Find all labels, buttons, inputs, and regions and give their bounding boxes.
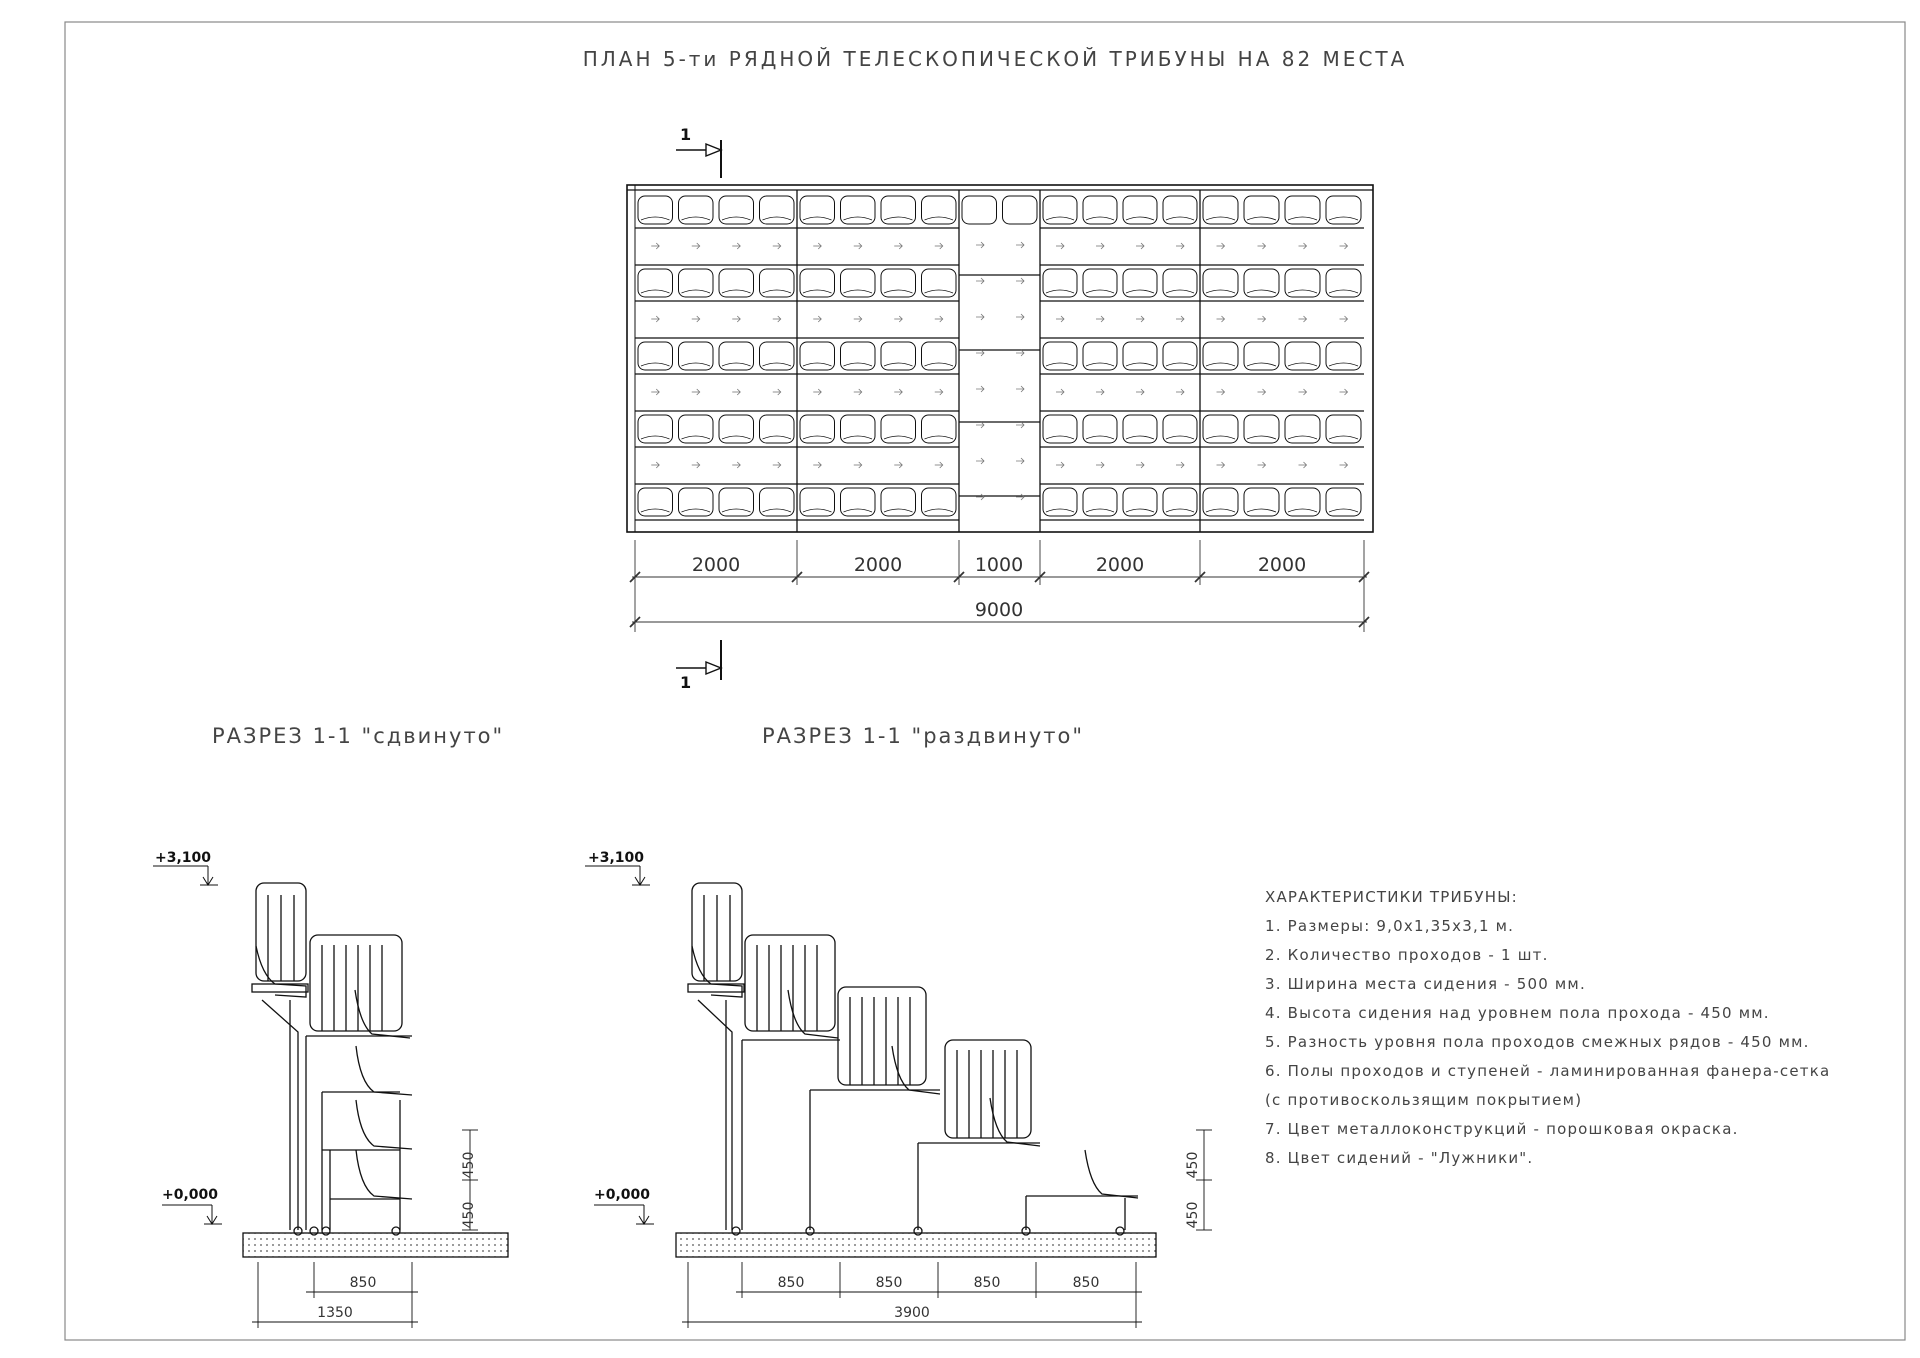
plan-seat-lip (1126, 290, 1154, 293)
plan-aisle-arrow (976, 458, 984, 464)
plan-seat-lip (1126, 509, 1154, 512)
expanded-dim-step-4: 850 (1072, 1275, 1100, 1291)
expanded-vert-dim-2: 450 (1185, 1201, 1201, 1229)
plan-seat-lip (1206, 290, 1235, 293)
plan-seat-lip (641, 509, 670, 512)
plan-seat (1244, 488, 1279, 516)
section-collapsed (243, 883, 508, 1328)
plan-seat (881, 415, 916, 443)
plan-seat (760, 342, 795, 370)
plan-seat-lip (1166, 509, 1194, 512)
plan-seat (800, 196, 835, 224)
plan-seat-lip (803, 363, 832, 366)
plan-aisle-arrow (976, 242, 984, 248)
plan-seat-lip (1166, 290, 1194, 293)
plan-seat (1326, 269, 1361, 297)
plan-seat (1043, 342, 1077, 370)
plan-seat (719, 342, 754, 370)
plan-seat-lip (925, 217, 954, 220)
plan-seat (1083, 415, 1117, 443)
plan-seat-lip (844, 217, 873, 220)
plan-seat (1203, 342, 1238, 370)
plan-seat (1285, 488, 1320, 516)
plan-aisle-arrow (1016, 422, 1024, 428)
plan-seat (800, 269, 835, 297)
plan-seat (760, 269, 795, 297)
plan-seat (881, 269, 916, 297)
plan-seat (1326, 415, 1361, 443)
plan-seat (638, 196, 673, 224)
collapsed-level-top: +3,100 (155, 850, 212, 866)
spec-item: (с противоскользящим покрытием) (1265, 1091, 1583, 1109)
plan-seat (841, 415, 876, 443)
plan-seat (841, 342, 876, 370)
plan-seat-lip (1247, 217, 1276, 220)
expanded-dim-step-3: 850 (973, 1275, 1001, 1291)
expanded-dim-step-2: 850 (875, 1275, 903, 1291)
plan-seat-lip (803, 509, 832, 512)
plan-seat (922, 488, 957, 516)
plan-seat (841, 488, 876, 516)
plan-seat-lip (1086, 436, 1114, 439)
plan-seat (719, 196, 754, 224)
plan-dim-total: 9000 (974, 599, 1024, 621)
section-expanded-title: РАЗРЕЗ 1-1 "раздвинуто" (762, 724, 1085, 748)
spec-item: 6. Полы проходов и ступеней - ламинированная фанера-сетка (1265, 1062, 1831, 1080)
collapsed-dim-total: 1350 (317, 1305, 353, 1321)
plan-seat-lip (1247, 363, 1276, 366)
plan-seat-lip (1206, 436, 1235, 439)
plan-seat (1285, 342, 1320, 370)
plan-seat (1043, 415, 1077, 443)
plan-seat-lip (884, 509, 913, 512)
plan-seat (922, 415, 957, 443)
plan-seat (841, 196, 876, 224)
specs-block (1265, 888, 1830, 1167)
expanded-level-marks (585, 866, 654, 1224)
plan-seat-lip (1329, 436, 1358, 439)
plan-seat-lip (803, 436, 832, 439)
plan-seat (679, 269, 714, 297)
plan-aisle-arrow (976, 494, 984, 500)
plan-seat-lip (1329, 509, 1358, 512)
page-title: ПЛАН 5-ти РЯДНОЙ ТЕЛЕСКОПИЧЕСКОЙ ТРИБУНЫ НА 82 МЕСТА (582, 47, 1408, 71)
plan-seat (638, 342, 673, 370)
plan-aisle-arrow (976, 386, 984, 392)
specs-heading: ХАРАКТЕРИСТИКИ ТРИБУНЫ: (1265, 888, 1518, 906)
plan-seat (1003, 196, 1038, 224)
plan-seat (679, 196, 714, 224)
plan-seat (1244, 342, 1279, 370)
plan-seat (841, 269, 876, 297)
plan-seat-lip (1206, 363, 1235, 366)
plan-seat (760, 488, 795, 516)
plan-seat (922, 196, 957, 224)
expanded-level-zero: +0,000 (594, 1187, 651, 1203)
plan-seat (800, 488, 835, 516)
plan-seat (1163, 415, 1197, 443)
plan-seat (1163, 269, 1197, 297)
plan-seat (760, 196, 795, 224)
plan-dim-3: 1000 (974, 554, 1024, 576)
plan-seat-lip (763, 436, 792, 439)
plan-seat-lip (844, 509, 873, 512)
plan-seat-lip (1166, 436, 1194, 439)
expanded-level-top: +3,100 (588, 850, 645, 866)
plan-seat (1244, 269, 1279, 297)
plan-aisle-arrow (1016, 242, 1024, 248)
plan-aisle-arrows (651, 242, 1347, 500)
plan-seat-lip (722, 217, 751, 220)
plan-seat (679, 342, 714, 370)
plan-seat-lip (884, 217, 913, 220)
plan-seat-lip (641, 290, 670, 293)
plan-aisle-arrow (1016, 350, 1024, 356)
plan-seat-lip (722, 509, 751, 512)
plan-seat-lip (763, 217, 792, 220)
plan-aisle-arrow (1016, 494, 1024, 500)
section-mark-top-label: 1 (680, 125, 692, 144)
plan-seat (679, 488, 714, 516)
plan-seat (962, 196, 997, 224)
plan-seat-lip (682, 363, 711, 366)
plan-seat-lip (1166, 363, 1194, 366)
plan-seats (638, 196, 1361, 516)
plan-seat (922, 342, 957, 370)
plan-seat (1203, 269, 1238, 297)
plan-seat (1163, 488, 1197, 516)
plan-seat (1326, 488, 1361, 516)
plan-seat-lip (1046, 509, 1074, 512)
plan-seat-lip (925, 363, 954, 366)
plan-seat (1326, 196, 1361, 224)
plan-seat-lip (844, 436, 873, 439)
plan-dim-2: 2000 (853, 554, 903, 576)
plan-seat (1043, 196, 1077, 224)
plan-seat (1083, 488, 1117, 516)
plan-seat-lip (641, 436, 670, 439)
plan-seat (1285, 196, 1320, 224)
plan-seat (1083, 196, 1117, 224)
plan-seat (638, 269, 673, 297)
plan-seat-lip (925, 290, 954, 293)
plan-seat-lip (722, 363, 751, 366)
plan-seat-lip (1288, 290, 1317, 293)
plan-seat-lip (884, 436, 913, 439)
plan-seat (1123, 415, 1157, 443)
plan-seat (1203, 196, 1238, 224)
plan-seat-lip (1288, 436, 1317, 439)
plan-seat-lip (641, 363, 670, 366)
plan-seat (719, 269, 754, 297)
plan-seat (1123, 196, 1157, 224)
section-expanded (676, 883, 1212, 1328)
collapsed-vert-dim-2: 450 (461, 1201, 477, 1229)
spec-item: 7. Цвет металлоконструкций - порошковая окраска. (1265, 1120, 1739, 1138)
plan-seat-lip (1046, 290, 1074, 293)
plan-seat (800, 342, 835, 370)
expanded-dim-total: 3900 (894, 1305, 930, 1321)
plan-seat-lip (763, 509, 792, 512)
plan-seat-lip (925, 509, 954, 512)
plan-seat-lip (1288, 363, 1317, 366)
plan-seat (760, 415, 795, 443)
plan-seat-lip (1206, 217, 1235, 220)
plan-aisle-arrow (1016, 278, 1024, 284)
plan-seat (719, 488, 754, 516)
plan-aisle-arrow (976, 314, 984, 320)
plan-seat (1163, 196, 1197, 224)
plan-seat-lip (763, 363, 792, 366)
plan-aisle-arrow (976, 350, 984, 356)
section-mark-bottom-label: 1 (680, 673, 692, 692)
plan-view (627, 185, 1373, 532)
plan-seat (881, 488, 916, 516)
plan-seat-lip (925, 436, 954, 439)
plan-aisle-arrow (1016, 458, 1024, 464)
plan-seat (638, 488, 673, 516)
plan-seat (679, 415, 714, 443)
plan-seat-lip (1288, 509, 1317, 512)
plan-seat-lip (682, 290, 711, 293)
spec-item: 1. Размеры: 9,0х1,35х3,1 м. (1265, 917, 1515, 935)
section-mark-top (676, 140, 721, 178)
plan-seat-lip (1247, 509, 1276, 512)
plan-seat-lip (844, 290, 873, 293)
plan-seat-lip (1126, 363, 1154, 366)
plan-seat-lip (1086, 217, 1114, 220)
plan-seat (1123, 342, 1157, 370)
plan-seat-lip (1126, 436, 1154, 439)
plan-seat-lip (1288, 217, 1317, 220)
plan-seat (800, 415, 835, 443)
plan-seat-lip (884, 363, 913, 366)
spec-item: 2. Количество проходов - 1 шт. (1265, 946, 1549, 964)
plan-seat-lip (803, 290, 832, 293)
plan-seat-lip (1046, 217, 1074, 220)
plan-seat-lip (682, 509, 711, 512)
plan-seat (1244, 196, 1279, 224)
plan-seat-lip (1329, 290, 1358, 293)
plan-seat-lip (1086, 509, 1114, 512)
collapsed-dim-inner: 850 (349, 1275, 377, 1291)
plan-seat (1285, 415, 1320, 443)
plan-seat-lip (1086, 290, 1114, 293)
plan-seat-lip (844, 363, 873, 366)
plan-seat (1285, 269, 1320, 297)
plan-seat (638, 415, 673, 443)
expanded-dim-step-1: 850 (777, 1275, 805, 1291)
plan-seat-lip (1329, 363, 1358, 366)
plan-seat-lip (763, 290, 792, 293)
plan-seat-lip (1046, 436, 1074, 439)
plan-seat-lip (1166, 217, 1194, 220)
plan-seat-lip (682, 217, 711, 220)
plan-seat-lip (1086, 363, 1114, 366)
plan-seat (881, 196, 916, 224)
plan-seat (922, 269, 957, 297)
plan-seat (881, 342, 916, 370)
plan-seat-lip (1206, 509, 1235, 512)
sheet-frame (65, 22, 1905, 1340)
plan-seat (1123, 488, 1157, 516)
expanded-vert-dim-1: 450 (1185, 1151, 1201, 1179)
plan-seat (1043, 269, 1077, 297)
collapsed-vert-dim-1: 450 (461, 1151, 477, 1179)
spec-item: 8. Цвет сидений - "Лужники". (1265, 1149, 1534, 1167)
plan-seat (1203, 415, 1238, 443)
plan-seat (1083, 269, 1117, 297)
plan-dim-1: 2000 (691, 554, 741, 576)
plan-seat (1123, 269, 1157, 297)
plan-seat-lip (1247, 436, 1276, 439)
spec-item: 3. Ширина места сидения - 500 мм. (1265, 975, 1586, 993)
plan-rows (635, 228, 1364, 520)
plan-seat-lip (682, 436, 711, 439)
plan-aisle-arrow (976, 422, 984, 428)
plan-seat-lip (1126, 217, 1154, 220)
plan-seat-lip (803, 217, 832, 220)
plan-aisle-arrow (1016, 314, 1024, 320)
plan-seat (1163, 342, 1197, 370)
spec-item: 4. Высота сидения над уровнем пола прохода - 450 мм. (1265, 1004, 1770, 1022)
plan-seat (1083, 342, 1117, 370)
plan-seat-lip (1247, 290, 1276, 293)
plan-aisle-arrow (1016, 386, 1024, 392)
plan-seat-lip (722, 436, 751, 439)
plan-seat (1244, 415, 1279, 443)
plan-seat (1043, 488, 1077, 516)
plan-seat-lip (1329, 217, 1358, 220)
plan-dim-5: 2000 (1257, 554, 1307, 576)
plan-seat (1203, 488, 1238, 516)
section-collapsed-title: РАЗРЕЗ 1-1 "сдвинуто" (212, 724, 505, 748)
collapsed-level-marks (153, 866, 222, 1224)
plan-seat-lip (884, 290, 913, 293)
plan-seat-lip (722, 290, 751, 293)
plan-seat-lip (1046, 363, 1074, 366)
collapsed-level-zero: +0,000 (162, 1187, 219, 1203)
plan-seat (719, 415, 754, 443)
plan-dim-4: 2000 (1095, 554, 1145, 576)
spec-item: 5. Разность уровня пола проходов смежных рядов - 450 мм. (1265, 1033, 1810, 1051)
plan-aisle-arrow (976, 278, 984, 284)
plan-seat (1326, 342, 1361, 370)
plan-seat-lip (641, 217, 670, 220)
